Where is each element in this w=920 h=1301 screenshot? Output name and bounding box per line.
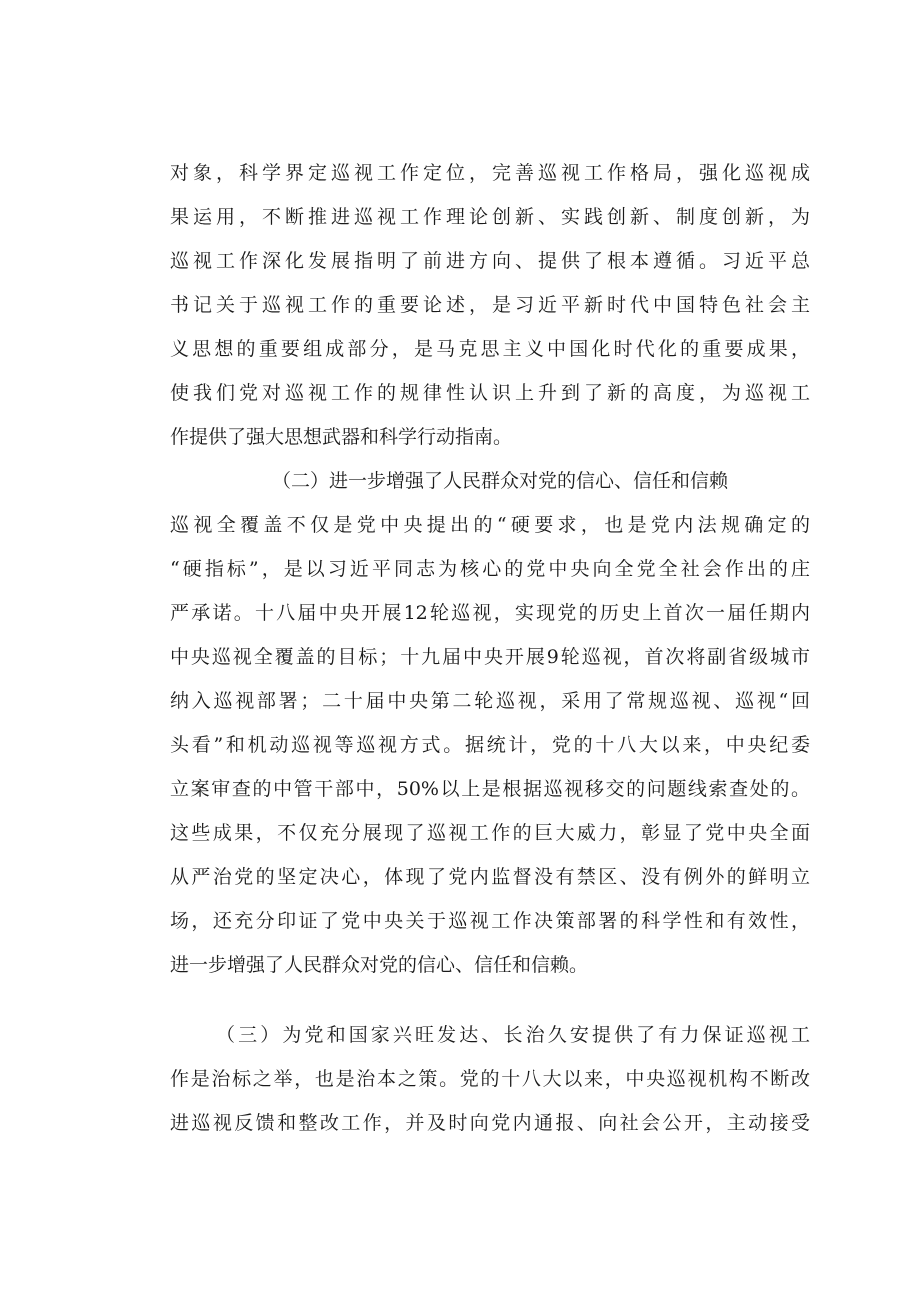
section-heading-2: （二）进一步增强了人民群众对党的信心、信任和信赖	[272, 470, 729, 492]
paragraph-2-line: 从严治党的坚定决心，体现了党内监督没有禁区、没有例外的鲜明立	[170, 866, 810, 888]
paragraph-2-line: “硬指标”，是以习近平同志为核心的党中央向全党全社会作出的庄	[170, 558, 810, 580]
paragraph-3-first-line: （三）为党和国家兴旺发达、长治久安提供了有力保证巡视工	[216, 1024, 810, 1046]
paragraph-1-line: 使我们党对巡视工作的规律性认识上升到了新的高度，为巡视工	[170, 382, 810, 404]
paragraph-2-line: 场，还充分印证了党中央关于巡视工作决策部署的科学性和有效性，	[170, 910, 810, 932]
paragraph-2-line: 巡视全覆盖不仅是党中央提出的“硬要求，也是党内法规确定的	[170, 514, 810, 536]
paragraph-1-line: 书记关于巡视工作的重要论述，是习近平新时代中国特色社会主	[170, 294, 810, 316]
paragraph-2-line: 进一步增强了人民群众对党的信心、信任和信赖。	[170, 954, 589, 976]
paragraph-2-line: 纳入巡视部署；二十届中央第二轮巡视，采用了常规巡视、巡视“回	[170, 690, 810, 712]
paragraph-2-line: 中央巡视全覆盖的目标；十九届中央开展9轮巡视，首次将副省级城市	[170, 646, 810, 668]
paragraph-1-line: 义思想的重要组成部分，是马克思主义中国化时代化的重要成果，	[170, 338, 810, 360]
paragraph-1-line: 果运用，不断推进巡视工作理论创新、实践创新、制度创新，为	[170, 206, 810, 228]
paragraph-2-line: 立案审查的中管干部中，50%以上是根据巡视移交的问题线索查处的。	[170, 778, 810, 800]
paragraph-1-line: 对象，科学界定巡视工作定位，完善巡视工作格局，强化巡视成	[170, 162, 810, 184]
paragraph-3-line: 作是治标之举，也是治本之策。党的十八大以来，中央巡视机构不断改	[170, 1068, 810, 1090]
paragraph-2-line: 严承诺。十八届中央开展12轮巡视，实现党的历史上首次一届任期内	[170, 602, 810, 624]
paragraph-3-line: 进巡视反馈和整改工作，并及时向党内通报、向社会公开，主动接受	[170, 1112, 810, 1134]
paragraph-1-line: 巡视工作深化发展指明了前进方向、提供了根本遵循。习近平总	[170, 250, 810, 272]
paragraph-1-line: 作提供了强大思想武器和科学行动指南。	[170, 426, 513, 448]
paragraph-2-line: 这些成果，不仅充分展现了巡视工作的巨大威力，彰显了党中央全面	[170, 822, 810, 844]
paragraph-2-line: 头看”和机动巡视等巡视方式。据统计，党的十八大以来，中央纪委	[170, 734, 810, 756]
